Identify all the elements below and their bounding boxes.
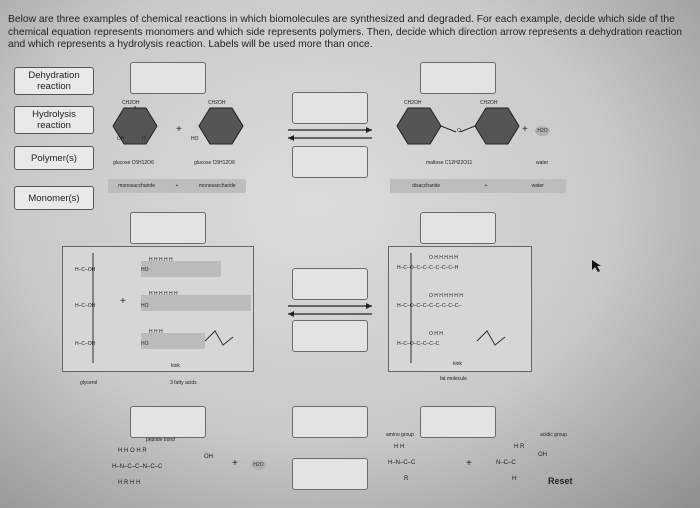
svg-text:O H H H H H H: O H H H H H H [429, 293, 463, 299]
instructions-text: Below are three examples of chemical reactions in which biomolecules are synthesized and degraded. For each example, decide which side of the chemical equation represents monomers and which side represents polymers. Then, decide which direction arrow represents a dehydration reaction and which represents a hydrolysis reaction. Labels will be used more than once. [8, 14, 683, 50]
acidic-group-label: acidic group [540, 432, 567, 438]
svg-text:H–C–O–C–C–C–C–C–C–H: H–C–O–C–C–C–C–C–C–H [397, 265, 459, 271]
label-monomers[interactable]: Monomer(s) [14, 186, 94, 210]
monosaccharide-bar [108, 179, 246, 193]
label-polymers[interactable]: Polymer(s) [14, 146, 94, 170]
plus-sign-protein-1: + [232, 458, 238, 469]
label-hydrolysis-reaction[interactable]: Hydrolysis reaction [14, 106, 94, 134]
fat-molecule-label: fat molecule [440, 376, 467, 382]
drop-target-carb-right[interactable] [420, 62, 496, 94]
plus-sign-protein-2: + [466, 458, 472, 469]
drop-target-lipid-right[interactable] [420, 212, 496, 244]
fatty-acids-label: 3 fatty acids [170, 380, 197, 386]
svg-text:H H: H H [394, 444, 405, 450]
glucose-ring-2 [198, 106, 244, 146]
svg-text:O H H H H H: O H H H H H [429, 255, 458, 261]
svg-text:H H H H H H: H H H H H H [149, 291, 178, 297]
svg-text:H R: H R [514, 444, 525, 450]
disaccharide-bar [390, 179, 566, 193]
svg-text:H H H H H: H H H H H [149, 257, 173, 263]
svg-text:H–N–C–C: H–N–C–C [388, 460, 416, 466]
plus-sign-di: + [484, 183, 488, 189]
svg-text:H R H H: H R H H [118, 480, 141, 486]
water-molecule-protein: H2O [251, 460, 266, 470]
plus-sign-lipid: + [120, 296, 126, 307]
svg-text:R: R [404, 476, 409, 482]
ch2oh-text-2: CH2OH [208, 100, 226, 106]
water-molecule-carb: H2O [535, 126, 550, 136]
svg-text:OH: OH [538, 452, 547, 458]
glycerol-fatty-acids-structure [63, 247, 253, 371]
peptide-bond-label: peptide bond [146, 437, 175, 443]
label-dehydration-reaction[interactable]: Dehydration reaction [14, 67, 94, 95]
svg-text:H H H: H H H [149, 329, 163, 335]
reset-button[interactable]: Reset [548, 476, 573, 486]
amino-group-label: amino group [386, 432, 414, 438]
glycerol-fatty-acids-panel [62, 246, 254, 372]
svg-text:OH: OH [204, 454, 213, 460]
glycosidic-o-text: O [457, 128, 461, 134]
ch2oh-text-3: CH2OH [404, 100, 422, 106]
amino-acid-2-structure [494, 440, 554, 484]
svg-text:N–C–C: N–C–C [496, 460, 516, 466]
plus-sign-carb-1: + [176, 124, 182, 135]
drop-target-protein-arrow-bottom[interactable] [292, 458, 368, 490]
svg-text:H H O H R: H H O H R [118, 448, 147, 454]
fat-molecule-panel [388, 246, 532, 372]
water-label-bar: water [531, 183, 544, 189]
svg-text:HO: HO [141, 303, 149, 309]
drop-target-carb-arrow-bottom[interactable] [292, 146, 368, 178]
svg-text:kink: kink [453, 361, 462, 367]
water-label-carb: water [536, 160, 549, 166]
svg-text:H–C–OH: H–C–OH [75, 341, 96, 347]
h-text-1: H [142, 136, 146, 142]
drop-target-protein-left[interactable] [130, 406, 206, 438]
disaccharide-label: disaccharide [412, 183, 441, 189]
dipeptide-structure [110, 446, 220, 488]
mouse-pointer-icon [592, 260, 602, 272]
maltose-rings [396, 106, 520, 146]
plus-sign-carb-2: + [522, 124, 528, 135]
ho-text-2: HO [191, 136, 199, 142]
drop-target-carb-arrow-top[interactable] [292, 92, 368, 124]
drop-target-lipid-arrow-top[interactable] [292, 268, 368, 300]
fat-molecule-structure [389, 247, 531, 371]
svg-text:HO: HO [141, 341, 149, 347]
monosaccharide-label-2: monosaccharide [199, 183, 236, 189]
svg-text:O H H: O H H [429, 331, 443, 337]
svg-text:H–C–OH: H–C–OH [75, 303, 96, 309]
glycerol-label: glycerol [80, 380, 98, 386]
drop-target-carb-left[interactable] [130, 62, 206, 94]
svg-text:H–C–O–C–C–C–C: H–C–O–C–C–C–C [397, 341, 440, 347]
plus-sign-mono: + [175, 183, 179, 189]
monosaccharide-label-1: monosaccharide [118, 183, 155, 189]
maltose-formula: maltose C12H22O11 [426, 160, 473, 166]
reaction-arrows-carb [284, 126, 376, 142]
ch2oh-text-4: CH2OH [480, 100, 498, 106]
svg-text:H–C–O–C–C–C–C–C–C–C–: H–C–O–C–C–C–C–C–C–C– [397, 303, 462, 309]
reaction-arrows-lipid [284, 302, 376, 318]
svg-text:H: H [512, 476, 517, 482]
svg-text:kink: kink [171, 363, 180, 369]
oh-text-1: OH [117, 136, 125, 142]
amino-acid-1-structure [386, 440, 446, 484]
glucose-formula-1: glucose C6H12O6 [113, 160, 154, 166]
drop-target-lipid-left[interactable] [130, 212, 206, 244]
svg-text:HO: HO [141, 267, 149, 273]
ch2oh-text-1: CH2OH [122, 100, 140, 106]
glucose-formula-2: glucose C6H12O6 [194, 160, 235, 166]
svg-text:H–C–OH: H–C–OH [75, 267, 96, 273]
svg-text:H–N–C–C–N–C–C: H–N–C–C–N–C–C [112, 464, 163, 470]
drop-target-protein-arrow-top[interactable] [292, 406, 368, 438]
drop-target-protein-right[interactable] [420, 406, 496, 438]
drop-target-lipid-arrow-bottom[interactable] [292, 320, 368, 352]
